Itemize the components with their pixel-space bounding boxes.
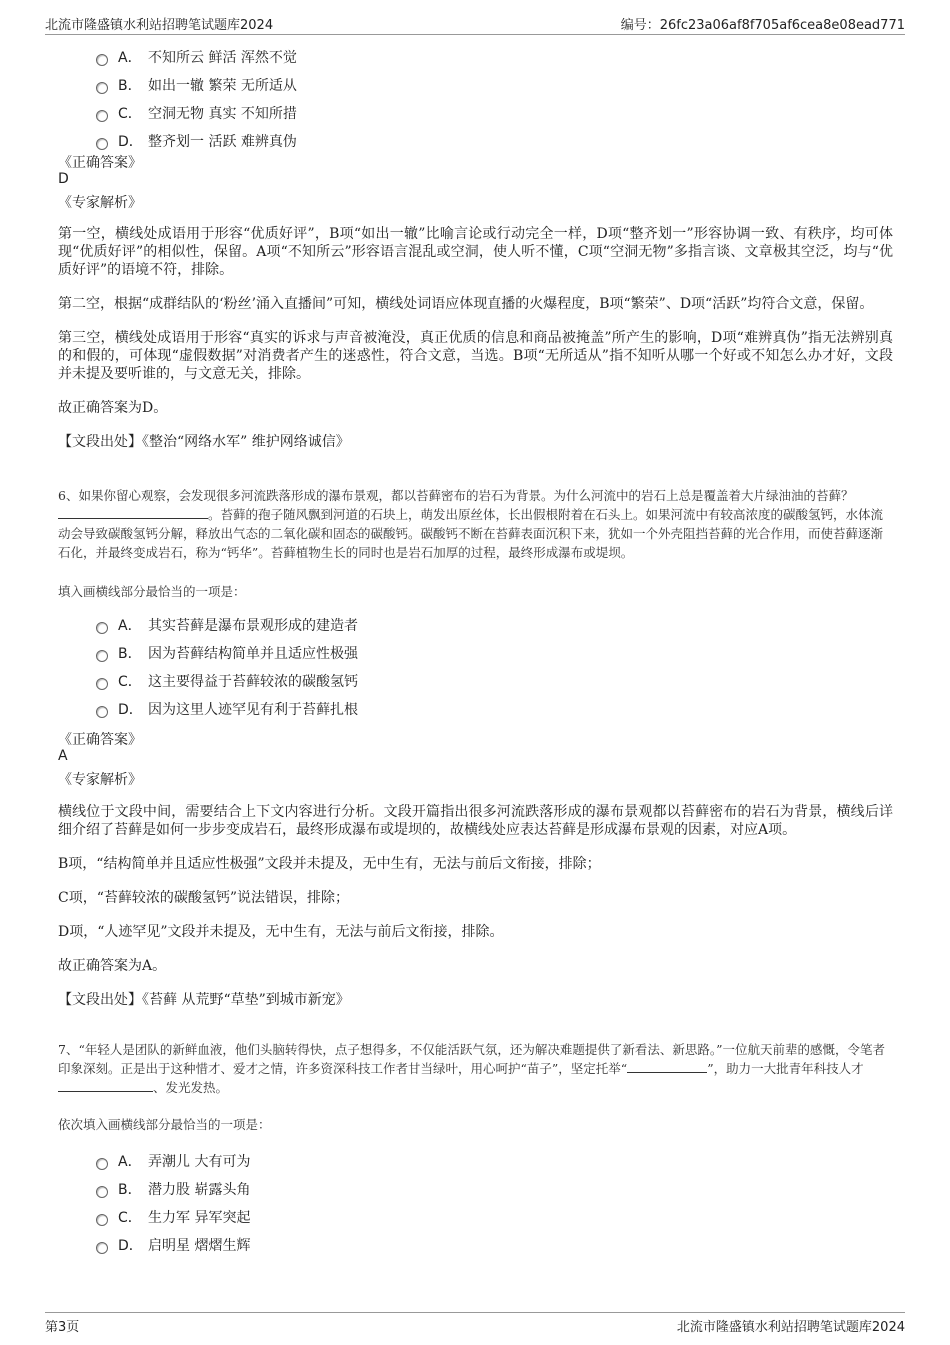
source-citation: 【文段出处】《苔藓 从荒野“草垫”到城市新宠》 bbox=[58, 992, 350, 1008]
q7-option-a[interactable]: A． 弄潮儿 大有可为 bbox=[96, 1147, 250, 1175]
analysis-paragraph: 横线位于文段中间，需要结合上下文内容进行分析。文段开篇指出很多河流跌落形成的瀑布景观都以苔藓密布的岩石为背景，横线后详细介绍了苔藓是如何一步步变成岩石，最终形成瀑布或堤坝的，故横线处应表达苔藓是形成瀑布景观的因素，对应A项。 bbox=[58, 804, 893, 838]
radio-icon[interactable] bbox=[96, 622, 108, 634]
q7-option-d[interactable]: D． 启明星 熠熠生辉 bbox=[96, 1231, 250, 1259]
radio-icon[interactable] bbox=[96, 650, 108, 662]
q5-analysis bbox=[58, 225, 893, 467]
radio-icon[interactable] bbox=[96, 1214, 108, 1226]
radio-icon[interactable] bbox=[96, 82, 108, 94]
header-doc-id: 编号：26fc23a06af8f705af6cea8e08ead771 bbox=[620, 18, 905, 33]
q6-answer-label: 《正确答案》 bbox=[58, 732, 142, 748]
analysis-paragraph: D项，“人迹罕见”文段并未提及，无中生有，无法与前后文衔接，排除。 bbox=[58, 924, 504, 940]
analysis-paragraph: 第三空，横线处成语用于形容“真实的诉求与声音被淹没，真正优质的信息和商品被掩盖”所产生的影响，D项“难辨真伪”指无法辨别真的和假的，可体现“虚假数据”对消费者产生的迷惑性，符合文意，当选。B项“无所适从”指不知听从哪一个好或不知怎么办才好，文段并未提及要听谁的，与文意无关，排除。 bbox=[58, 330, 893, 382]
radio-icon[interactable] bbox=[96, 1242, 108, 1254]
radio-icon[interactable] bbox=[96, 706, 108, 718]
q7-option-c[interactable]: C． 生力军 异军突起 bbox=[96, 1203, 250, 1231]
q6-stem: 6、如果你留心观察，会发现很多河流跌落形成的瀑布景观，都以苔藓密布的岩石为背景。为什么河流中的岩石上总是覆盖着大片绿油油的苔藓？。苔藓的孢子随风飘到河道的石块上，萌发出原丝体，长出假根附着在石头上。如果河流中有较高浓度的碳酸氢钙，水体流动会导致碳酸氢钙分解，释放出气态的二氧化碳和固态的碳酸钙。碳酸钙不断在苔藓表面沉积下来，犹如一个外壳阻挡苔藓的光合作用，而使苔藓逐渐石化，并最终变成岩石，称为“钙华”。苔藓植物生长的同时也是岩石加厚的过程，最终形成瀑布或堤坝。 bbox=[58, 488, 884, 560]
analysis-paragraph: B项，“结构简单并且适应性极强”文段并未提及，无中生有，无法与前后文衔接，排除； bbox=[58, 856, 601, 872]
analysis-paragraph: 故正确答案为D。 bbox=[58, 400, 168, 416]
q7-prompt: 依次填入画横线部分最恰当的一项是： bbox=[58, 1117, 271, 1132]
q5-option-d[interactable]: D． 整齐划一 活跃 难辨真伪 bbox=[96, 127, 297, 155]
header-title: 北流市隆盛镇水利站招聘笔试题库2024 bbox=[45, 18, 274, 33]
answer-blank bbox=[58, 1079, 153, 1092]
analysis-paragraph: 故正确答案为A。 bbox=[58, 958, 167, 974]
radio-icon[interactable] bbox=[96, 54, 108, 66]
q5-answer-label: 《正确答案》 bbox=[58, 155, 142, 171]
q5-option-b[interactable]: B． 如出一辙 繁荣 无所适从 bbox=[96, 71, 297, 99]
page-number: 第3页 bbox=[45, 1320, 80, 1335]
analysis-paragraph: C项，“苔藓较浓的碳酸氢钙”说法错误，排除； bbox=[58, 890, 350, 906]
answer-blank bbox=[627, 1060, 707, 1073]
page-header bbox=[45, 14, 905, 35]
q6-analysis bbox=[58, 803, 893, 1025]
q6-option-a[interactable]: A． 其实苔藓是瀑布景观形成的建造者 bbox=[96, 611, 358, 639]
radio-icon[interactable] bbox=[96, 110, 108, 122]
analysis-paragraph: 第一空，横线处成语用于形容“优质好评”，B项“如出一辙”比喻言论或行动完全一样，D项“整齐划一”形容协调一致、有秩序，均可体现“优质好评”的相似性，保留。A项“不知所云”形容语言混乱或空洞，使人听不懂，C项“空洞无物”多指言谈、文章极其空泛，均与“优质好评”的语境不符，排除。 bbox=[58, 226, 893, 278]
page-footer bbox=[45, 1312, 905, 1336]
radio-icon[interactable] bbox=[96, 138, 108, 150]
q6-prompt: 填入画横线部分最恰当的一项是： bbox=[58, 584, 246, 599]
q5-analysis-label: 《专家解析》 bbox=[58, 195, 142, 211]
q5-options bbox=[96, 43, 297, 155]
q6-analysis-label: 《专家解析》 bbox=[58, 772, 142, 788]
source-citation: 【文段出处】《整治“网络水军” 维护网络诚信》 bbox=[58, 434, 350, 450]
footer-title: 北流市隆盛镇水利站招聘笔试题库2024 bbox=[676, 1320, 905, 1335]
analysis-paragraph: 第二空，根据“成群结队的‘粉丝’涌入直播间”可知，横线处词语应体现直播的火爆程度，B项“繁荣”、D项“活跃”均符合文意，保留。 bbox=[58, 296, 874, 312]
q7-options bbox=[96, 1147, 250, 1259]
q5-option-c[interactable]: C． 空洞无物 真实 不知所措 bbox=[96, 99, 297, 127]
radio-icon[interactable] bbox=[96, 678, 108, 690]
q6-option-b[interactable]: B． 因为苔藓结构简单并且适应性极强 bbox=[96, 639, 358, 667]
q7-stem: 7、“年轻人是团队的新鲜血液，他们头脑转得快，点子想得多，不仅能活跃气氛，还为解决难题提供了新看法、新思路。”一位航天前辈的感慨，令笔者印象深刻。正是出于这种惜才、爱才之情，许多资深科技工作者甘当绿叶，用心呵护“苗子”，坚定托举“ ”，助力一大批青年科技人才、发光发热。 bbox=[58, 1042, 885, 1095]
radio-icon[interactable] bbox=[96, 1186, 108, 1198]
q6-option-d[interactable]: D． 因为这里人迹罕见有利于苔藓扎根 bbox=[96, 695, 358, 723]
answer-blank bbox=[58, 506, 208, 519]
q6-option-c[interactable]: C． 这主要得益于苔藓较浓的碳酸氢钙 bbox=[96, 667, 358, 695]
radio-icon[interactable] bbox=[96, 1158, 108, 1170]
q5-answer: D bbox=[58, 171, 69, 187]
q7-option-b[interactable]: B． 潜力股 崭露头角 bbox=[96, 1175, 250, 1203]
q6-options bbox=[96, 611, 358, 723]
q6-answer: A bbox=[58, 748, 68, 764]
q5-option-a[interactable]: A． 不知所云 鲜活 浑然不觉 bbox=[96, 43, 297, 71]
